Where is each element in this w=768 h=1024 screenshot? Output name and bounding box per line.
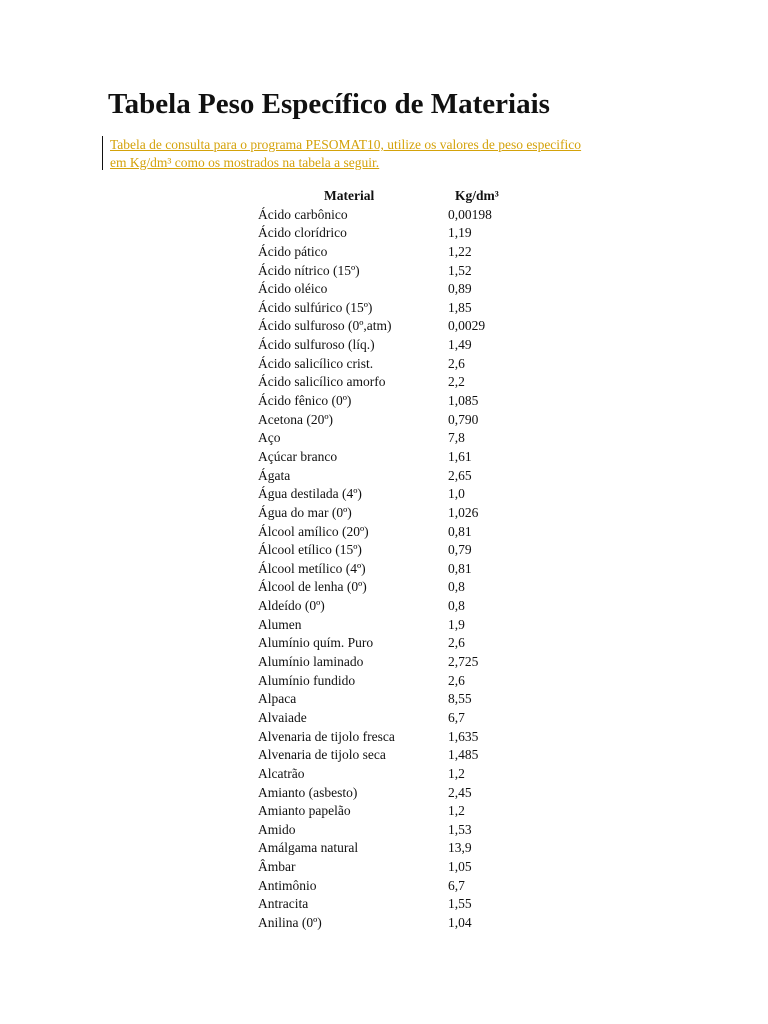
table-row bbox=[258, 392, 568, 411]
table-row bbox=[258, 802, 568, 821]
material-name: Alpaca bbox=[258, 691, 297, 707]
material-density: 0,8 bbox=[448, 598, 465, 614]
table-row bbox=[258, 299, 568, 318]
material-name: Amianto papelão bbox=[258, 803, 351, 819]
material-density: 2,2 bbox=[448, 374, 465, 390]
material-density: 2,65 bbox=[448, 467, 472, 483]
material-density: 0,8 bbox=[448, 579, 465, 595]
material-name: Aldeído (0º) bbox=[258, 598, 325, 614]
table-row bbox=[258, 262, 568, 281]
table-row bbox=[258, 765, 568, 784]
material-name: Alumínio laminado bbox=[258, 654, 364, 670]
material-density: 0,89 bbox=[448, 281, 472, 297]
material-density: 2,6 bbox=[448, 672, 465, 688]
table-row bbox=[258, 467, 568, 486]
table-row bbox=[258, 690, 568, 709]
table-row bbox=[258, 373, 568, 392]
material-density: 1,61 bbox=[448, 448, 472, 464]
intro-line-2: em Kg/dm³ como os mostrados na tabela a seguir. bbox=[110, 155, 380, 170]
material-name: Amianto (asbesto) bbox=[258, 784, 358, 800]
table-row bbox=[258, 597, 568, 616]
table-row bbox=[258, 355, 568, 374]
table-row bbox=[258, 206, 568, 225]
material-name: Ácido clorídrico bbox=[258, 225, 347, 241]
table-row bbox=[258, 877, 568, 896]
material-name: Álcool etílico (15º) bbox=[258, 542, 362, 558]
material-density: 7,8 bbox=[448, 430, 465, 446]
table-row bbox=[258, 728, 568, 747]
material-name: Antracita bbox=[258, 896, 309, 912]
material-density: 1,52 bbox=[448, 262, 472, 278]
table-row bbox=[258, 578, 568, 597]
material-name: Ácido sulfuroso (0º,atm) bbox=[258, 318, 392, 334]
table-header bbox=[258, 187, 568, 206]
material-density: 0,0029 bbox=[448, 318, 486, 334]
material-density: 6,7 bbox=[448, 877, 465, 893]
header-material: Material bbox=[324, 188, 375, 203]
material-density: 1,2 bbox=[448, 765, 465, 781]
table-row bbox=[258, 485, 568, 504]
intro-line-1: Tabela de consulta para o programa PESOMAT10, utilize os valores de peso especifico bbox=[110, 137, 582, 152]
table-row bbox=[258, 709, 568, 728]
materials-table bbox=[258, 187, 568, 933]
material-name: Água do mar (0º) bbox=[258, 504, 352, 520]
table-row bbox=[258, 317, 568, 336]
table-row bbox=[258, 429, 568, 448]
material-density: 1,9 bbox=[448, 616, 465, 632]
material-density: 1,49 bbox=[448, 337, 472, 353]
material-density: 1,2 bbox=[448, 803, 465, 819]
table-row bbox=[258, 895, 568, 914]
table-row bbox=[258, 746, 568, 765]
table-row bbox=[258, 784, 568, 803]
material-density: 2,45 bbox=[448, 784, 472, 800]
material-density: 2,725 bbox=[448, 654, 479, 670]
table-row bbox=[258, 653, 568, 672]
material-density: 1,085 bbox=[448, 393, 479, 409]
material-name: Água destilada (4º) bbox=[258, 486, 362, 502]
material-density: 1,026 bbox=[448, 504, 479, 520]
table-row bbox=[258, 858, 568, 877]
material-density: 8,55 bbox=[448, 691, 472, 707]
header-density: Kg/dm³ bbox=[455, 188, 499, 203]
material-density: 1,04 bbox=[448, 914, 472, 930]
table-row bbox=[258, 541, 568, 560]
table-row bbox=[258, 914, 568, 933]
material-name: Ácido sulfúrico (15º) bbox=[258, 299, 373, 315]
material-name: Álcool amílico (20º) bbox=[258, 523, 369, 539]
material-density: 0,81 bbox=[448, 523, 472, 539]
table-row bbox=[258, 224, 568, 243]
material-name: Ácido salicílico amorfo bbox=[258, 374, 386, 390]
material-density: 0,79 bbox=[448, 542, 472, 558]
table-row bbox=[258, 243, 568, 262]
table-row bbox=[258, 821, 568, 840]
table-row bbox=[258, 634, 568, 653]
material-name: Ácido nítrico (15º) bbox=[258, 262, 360, 278]
material-density: 2,6 bbox=[448, 355, 465, 371]
material-density: 1,85 bbox=[448, 299, 472, 315]
material-name: Alumen bbox=[258, 616, 302, 632]
material-density: 1,0 bbox=[448, 486, 465, 502]
material-name: Alumínio quím. Puro bbox=[258, 635, 374, 651]
material-name: Amálgama natural bbox=[258, 840, 359, 856]
table-body bbox=[258, 206, 568, 933]
material-density: 1,22 bbox=[448, 243, 472, 259]
material-name: Antimônio bbox=[258, 877, 317, 893]
material-name: Ágata bbox=[258, 467, 291, 483]
intro-link[interactable] bbox=[110, 136, 670, 172]
page-title: Tabela Peso Específico de Materiais bbox=[108, 88, 550, 120]
material-name: Acetona (20º) bbox=[258, 411, 334, 427]
material-density: 1,05 bbox=[448, 859, 472, 875]
table-row bbox=[258, 560, 568, 579]
material-name: Alumínio fundido bbox=[258, 672, 356, 688]
material-name: Ácido salicílico crist. bbox=[258, 355, 374, 371]
material-name: Alcatrão bbox=[258, 765, 305, 781]
material-density: 0,81 bbox=[448, 560, 472, 576]
material-name: Álcool metílico (4º) bbox=[258, 560, 366, 576]
material-density: 2,6 bbox=[448, 635, 465, 651]
material-density: 1,485 bbox=[448, 747, 479, 763]
intro-paragraph[interactable] bbox=[110, 136, 670, 172]
material-name: Amido bbox=[258, 821, 296, 837]
material-name: Álcool de lenha (0º) bbox=[258, 579, 367, 595]
material-density: 1,19 bbox=[448, 225, 472, 241]
material-density: 1,53 bbox=[448, 821, 472, 837]
material-name: Ácido pático bbox=[258, 243, 328, 259]
material-name: Alvenaria de tijolo fresca bbox=[258, 728, 395, 744]
material-density: 6,7 bbox=[448, 709, 465, 725]
table-row bbox=[258, 280, 568, 299]
table-row bbox=[258, 448, 568, 467]
material-density: 0,790 bbox=[448, 411, 479, 427]
table-row bbox=[258, 504, 568, 523]
material-name: Aço bbox=[258, 430, 281, 446]
material-name: Âmbar bbox=[258, 859, 296, 875]
material-name: Anilina (0º) bbox=[258, 914, 322, 930]
table-row bbox=[258, 616, 568, 635]
table-row bbox=[258, 523, 568, 542]
text-cursor-bar bbox=[102, 136, 103, 170]
material-name: Alvaiade bbox=[258, 709, 307, 725]
material-density: 0,00198 bbox=[448, 206, 492, 222]
table-row bbox=[258, 411, 568, 430]
material-density: 1,635 bbox=[448, 728, 479, 744]
material-name: Ácido sulfuroso (líq.) bbox=[258, 337, 375, 353]
table-row bbox=[258, 336, 568, 355]
material-name: Ácido oléico bbox=[258, 281, 328, 297]
table-row bbox=[258, 672, 568, 691]
table-row bbox=[258, 839, 568, 858]
material-name: Alvenaria de tijolo seca bbox=[258, 747, 386, 763]
material-name: Açúcar branco bbox=[258, 448, 338, 464]
material-name: Ácido fênico (0º) bbox=[258, 393, 352, 409]
material-density: 1,55 bbox=[448, 896, 472, 912]
material-name: Ácido carbônico bbox=[258, 206, 348, 222]
material-density: 13,9 bbox=[448, 840, 472, 856]
